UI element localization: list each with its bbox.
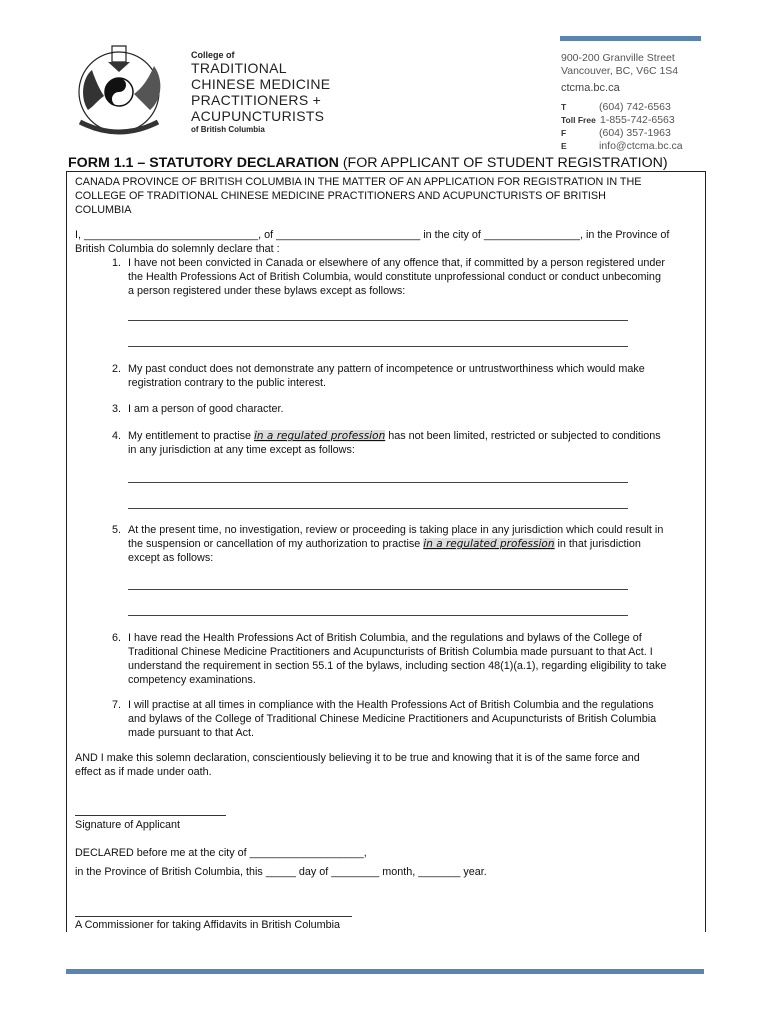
org-suffix: of British Columbia [191, 125, 265, 134]
item-line [128, 537, 688, 551]
address-line: Vancouver, BC, V6C 1S4 [561, 65, 679, 77]
item-line: except as follows: [128, 552, 214, 564]
item-text [128, 631, 688, 687]
org-line: ACUPUNCTURISTS [191, 108, 325, 124]
item-line: At the present time, no investigation, review or proceeding is taking place in any jurisdiction which could result in [128, 524, 664, 536]
preamble-line: CANADA PROVINCE OF BRITISH COLUMBIA IN THE MATTER OF AN APPLICATION FOR REGISTRATION IN THE [75, 176, 642, 188]
answer-line[interactable] [128, 508, 628, 509]
organization-name [191, 50, 330, 134]
item-line: Traditional Chinese Medicine Practitioners and Acupuncturists of British Columbia made pursuant to that Act. I [128, 646, 653, 658]
website-link[interactable]: ctcma.bc.ca [561, 82, 620, 94]
contact-row-email [561, 140, 683, 153]
closing-line: AND I make this solemn declaration, conscientiously believing it to be true and knowing that it is of the same force and [75, 752, 640, 764]
form-title-rest: (FOR APPLICANT OF STUDENT REGISTRATION) [338, 155, 668, 171]
commissioner-label: A Commissioner for taking Affidavits in British Columbia [75, 919, 341, 931]
preamble-line: COLLEGE OF TRADITIONAL CHINESE MEDICINE PRACTITIONERS AND ACUPUNCTURISTS OF BRITISH [75, 190, 606, 202]
item-line: I will practise at all times in compliance with the Health Professions Act of British Columbia and the regulations [128, 699, 654, 711]
answer-line[interactable] [128, 589, 628, 590]
highlighted-term: in a regulated profession [254, 430, 386, 442]
header-accent-bar [560, 36, 701, 41]
declared-date-line[interactable]: in the Province of British Columbia, this _____ day of ________ month, _______ year. [75, 866, 487, 878]
contact-label: E [561, 141, 567, 151]
preamble [75, 175, 695, 217]
item-line: registration contrary to the public interest. [128, 377, 327, 389]
item-line: competency examinations. [128, 674, 256, 686]
declared-city-line[interactable]: DECLARED before me at the city of ___________________, [75, 847, 367, 859]
commissioner-signature-line[interactable] [75, 916, 352, 917]
declarant-intro [75, 228, 695, 256]
item-line: the Health Professions Act of British Columbia, would constitute unprofessional conduct or conduct unbecoming [128, 271, 661, 283]
item-line: in any jurisdiction at any time except as follows: [128, 444, 355, 456]
item-number: 1. [111, 257, 121, 269]
item-line: I have not been convicted in Canada or elsewhere of any offence that, if committed by a person registered under [128, 257, 665, 269]
item-number: 4. [111, 430, 121, 442]
footer-accent-bar [66, 969, 704, 974]
item-line: a person registered under these bylaws except as follows: [128, 285, 406, 297]
item-number: 3. [111, 403, 121, 415]
item-line: and bylaws of the College of Traditional Chinese Medicine Practitioners and Acupuncturists of British Columbia [128, 713, 657, 725]
item-line: I have read the Health Professions Act of British Columbia, and the regulations and bylaws of the College of [128, 632, 642, 644]
item-line: made pursuant to that Act. [128, 727, 255, 739]
contact-label: T [561, 102, 567, 112]
answer-line[interactable] [128, 482, 628, 483]
signature-line[interactable] [75, 815, 226, 816]
item-text [128, 429, 688, 457]
contact-value: (604) 357-1963 [599, 127, 671, 139]
intro-line: British Columbia do solemnly declare that : [75, 243, 280, 255]
answer-line[interactable] [128, 346, 628, 347]
contact-block [561, 52, 683, 153]
preamble-line: COLUMBIA [75, 204, 132, 216]
contact-value[interactable]: info@ctcma.bc.ca [599, 140, 683, 152]
signature-label: Signature of Applicant [75, 819, 181, 831]
item-text-part: in that jurisdiction [554, 538, 641, 550]
answer-line[interactable] [128, 615, 628, 616]
org-prefix: College of [191, 50, 235, 60]
item-line [128, 429, 688, 443]
item-number: 7. [111, 699, 121, 711]
intro-line[interactable]: I, _____________________________, of ________________________ in the city of ________________, in the Province of [75, 229, 670, 241]
item-text [128, 256, 688, 298]
contact-value: (604) 742-6563 [599, 101, 671, 113]
item-number: 6. [111, 632, 121, 644]
college-crest-logo [66, 40, 186, 140]
item-text [128, 362, 688, 390]
form-title [68, 155, 668, 171]
contact-row-tollfree [561, 114, 683, 127]
item-text [128, 523, 688, 565]
item-line: My past conduct does not demonstrate any pattern of incompetence or untrustworthiness which would make [128, 363, 645, 375]
contact-row-fax [561, 127, 683, 140]
item-text-part: has not been limited, restricted or subjected to conditions [385, 430, 661, 442]
contact-label: F [561, 128, 567, 138]
item-line: understand the requirement in section 55.1 of the bylaws, including section 48(1)(a.1), regarding eligibility to take [128, 660, 667, 672]
item-number: 5. [111, 524, 121, 536]
contact-value: 1-855-742-6563 [600, 114, 675, 126]
form-title-bold: FORM 1.1 – STATUTORY DECLARATION [68, 155, 339, 171]
org-line: PRACTITIONERS + [191, 92, 322, 108]
item-number: 2. [111, 363, 121, 375]
closing-statement [75, 751, 695, 779]
item-text-part: the suspension or cancellation of my authorization to practise [128, 538, 424, 550]
org-line: TRADITIONAL [191, 60, 287, 76]
address-line: 900-200 Granville Street [561, 52, 675, 64]
item-text [128, 698, 688, 740]
highlighted-term: in a regulated profession [423, 538, 555, 550]
answer-line[interactable] [128, 320, 628, 321]
item-text-part: My entitlement to practise [128, 430, 255, 442]
contact-label: Toll Free [561, 115, 596, 125]
org-line: CHINESE MEDICINE [191, 76, 331, 92]
item-text [128, 402, 688, 416]
contact-row-phone [561, 101, 683, 114]
closing-line: effect as if made under oath. [75, 766, 212, 778]
item-line: I am a person of good character. [128, 403, 284, 415]
